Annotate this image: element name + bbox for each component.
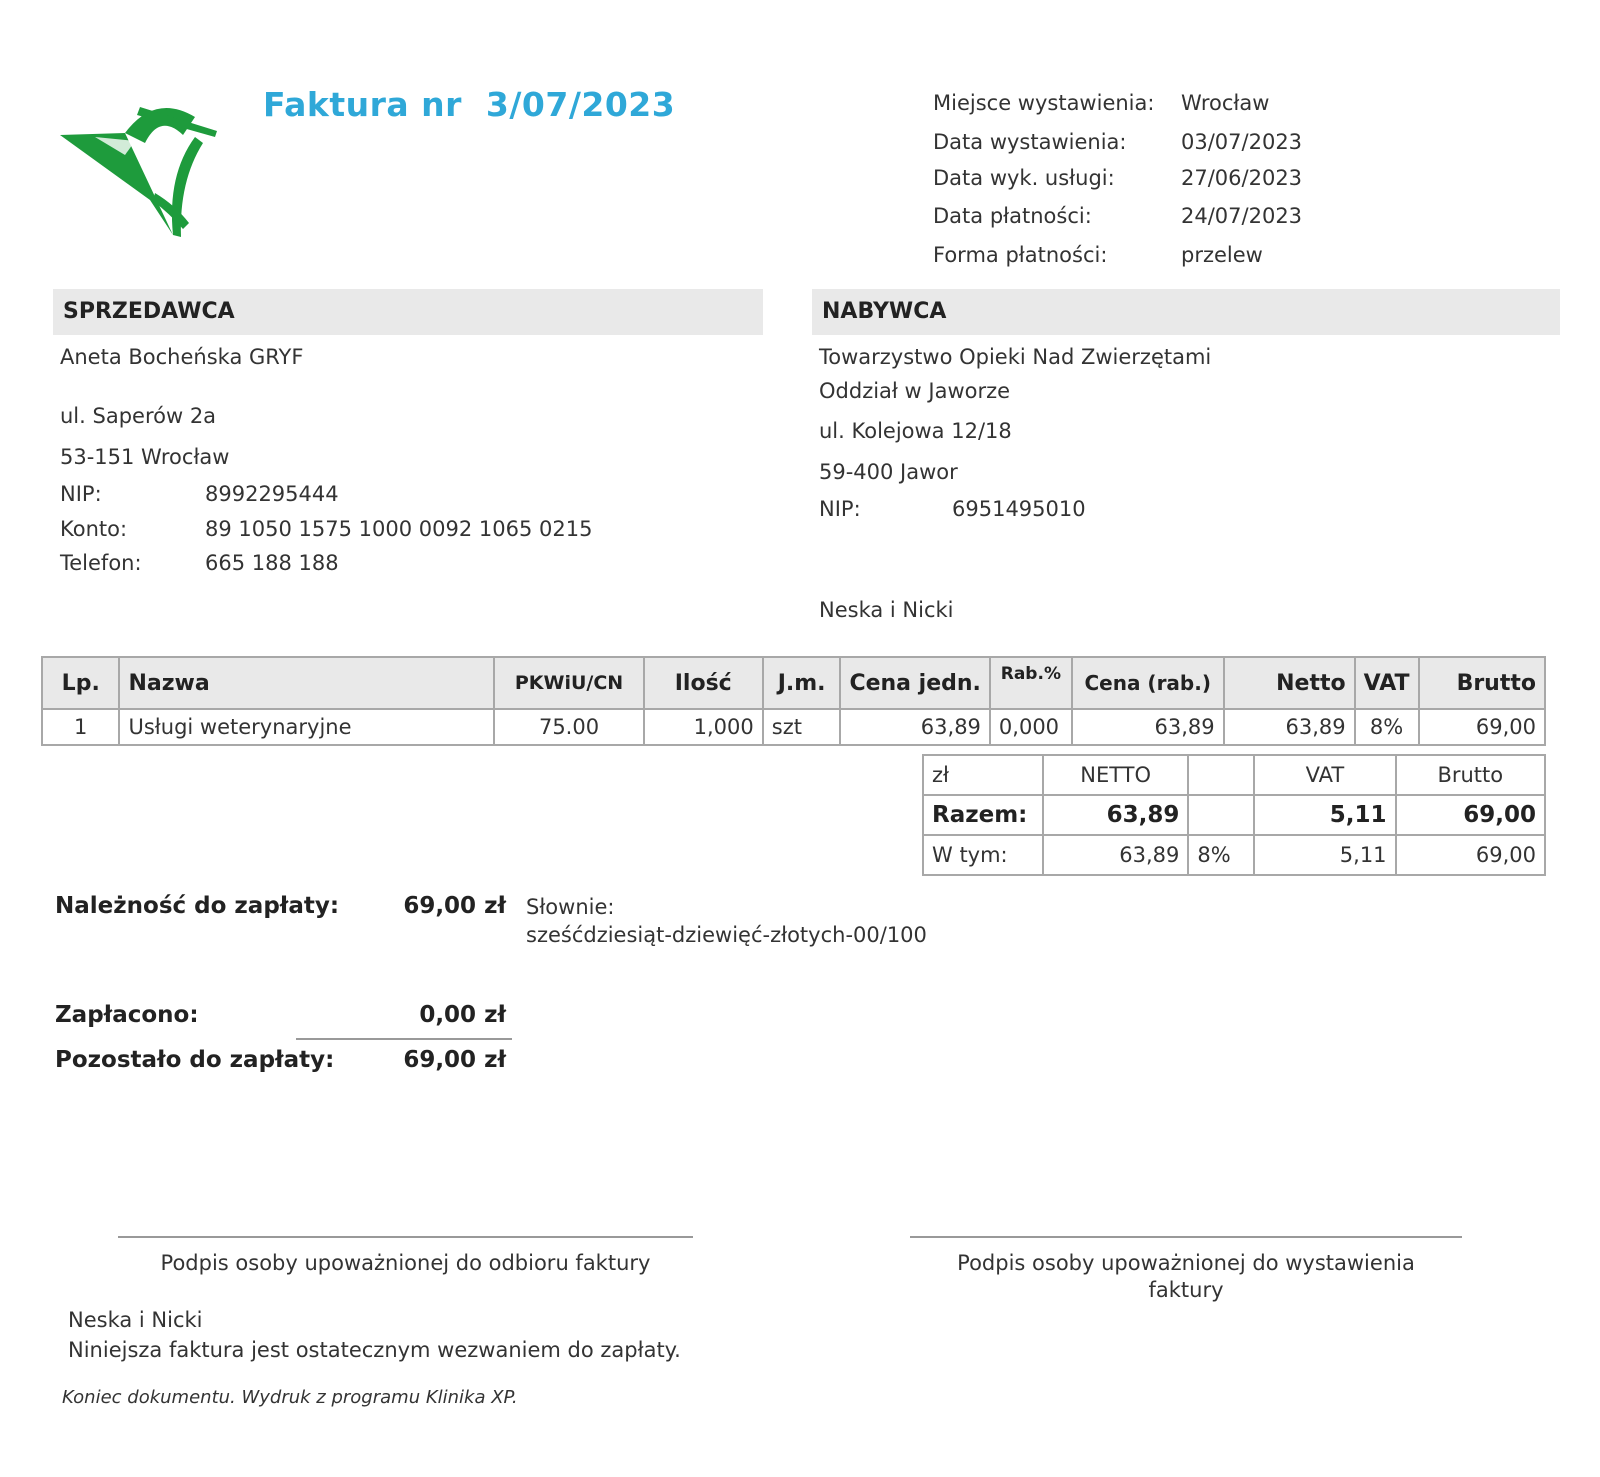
items-header-row (42, 657, 1545, 709)
summary-incl-row (923, 835, 1545, 875)
summary-total-netto: 63,89 (1043, 795, 1188, 835)
amount-in-words: sześćdziesiąt-dziewięć-złotych-00/100 (526, 923, 927, 947)
buyer-name-line1: Towarzystwo Opieki Nad Zwierzętami (819, 345, 1212, 369)
note-line1: Neska i Nicki (68, 1308, 203, 1332)
buyer-name-line2: Oddział w Jaworze (819, 379, 1011, 403)
cell-discount-price: 63,89 (1072, 709, 1224, 745)
meta-value-service-date: 27/06/2023 (1181, 166, 1303, 190)
issuer-signature-line (910, 1236, 1462, 1238)
buyer-nip: 6951495010 (952, 497, 1086, 521)
summary-brutto-label: Brutto (1396, 755, 1545, 795)
col-header-vat: VAT (1355, 657, 1419, 709)
due-label: Należność do zapłaty: (55, 893, 340, 919)
col-header-netto: Netto (1224, 657, 1355, 709)
col-header-unit-price: Cena jedn. (840, 657, 989, 709)
summary-incl-rate: 8% (1188, 835, 1254, 875)
cell-pkwiu: 75.00 (494, 709, 643, 745)
paid-divider (296, 1038, 512, 1040)
buyer-note: Neska i Nicki (819, 598, 954, 622)
cell-discount: 0,000 (990, 709, 1072, 745)
receiver-signature-caption: Podpis osoby upoważnionej do odbioru faktury (160, 1251, 651, 1275)
cell-unit: szt (763, 709, 841, 745)
items-table (41, 656, 1546, 746)
summary-incl-netto: 63,89 (1043, 835, 1188, 875)
paid-amount: 0,00 zł (419, 1002, 506, 1028)
seller-phone-label: Telefon: (60, 551, 142, 575)
seller-nip: 8992295444 (205, 482, 339, 506)
receiver-signature-line (118, 1236, 693, 1238)
meta-value-payment-date: 24/07/2023 (1181, 204, 1303, 228)
cell-brutto: 69,00 (1419, 709, 1545, 745)
summary-currency: zł (923, 755, 1043, 795)
col-header-brutto: Brutto (1419, 657, 1545, 709)
summary-table (922, 754, 1546, 876)
col-header-unit: J.m. (763, 657, 841, 709)
invoice-title: Faktura nr 3/07/2023 (263, 85, 676, 124)
col-header-pkwiu: PKWiU/CN (494, 657, 643, 709)
seller-name: Aneta Bocheńska GRYF (60, 345, 304, 369)
words-label: Słownie: (526, 895, 615, 919)
col-header-qty: Ilość (644, 657, 763, 709)
remaining-amount: 69,00 zł (403, 1047, 506, 1073)
note-line2: Niniejsza faktura jest ostatecznym wezwaniem do zapłaty. (68, 1338, 681, 1362)
meta-value-issue-date: 03/07/2023 (1181, 130, 1303, 154)
meta-label-payment-form: Forma płatności: (933, 243, 1108, 267)
clinic-logo-icon (55, 95, 225, 255)
summary-empty-cell (1188, 795, 1254, 835)
buyer-street: ul. Kolejowa 12/18 (819, 419, 1012, 443)
table-row (42, 709, 1545, 745)
seller-account: 89 1050 1575 1000 0092 1065 0215 (205, 517, 593, 541)
meta-label-issue-date: Data wystawienia: (933, 130, 1127, 154)
paid-label: Zapłacono: (55, 1002, 199, 1028)
cell-lp: 1 (42, 709, 119, 745)
seller-account-label: Konto: (60, 517, 128, 541)
seller-phone: 665 188 188 (205, 551, 339, 575)
document-footer: Koniec dokumentu. Wydruk z programu Klinika XP. (62, 1387, 518, 1408)
col-header-name: Nazwa (119, 657, 494, 709)
cell-unit-price: 63,89 (840, 709, 989, 745)
summary-incl-brutto: 69,00 (1396, 835, 1545, 875)
col-header-discount-price: Cena (rab.) (1072, 657, 1224, 709)
issuer-signature-caption-line1: Podpis osoby upoważnionej do wystawienia (957, 1251, 1415, 1275)
col-header-lp: Lp. (42, 657, 119, 709)
buyer-city: 59-400 Jawor (819, 460, 958, 484)
cell-netto: 63,89 (1224, 709, 1355, 745)
meta-label-place: Miejsce wystawienia: (933, 91, 1155, 115)
seller-city: 53-151 Wrocław (60, 445, 230, 469)
meta-value-place: Wrocław (1181, 91, 1270, 115)
meta-label-service-date: Data wyk. usługi: (933, 166, 1115, 190)
buyer-nip-label: NIP: (819, 497, 861, 521)
due-amount: 69,00 zł (403, 893, 506, 919)
summary-header-row (923, 755, 1545, 795)
seller-street: ul. Saperów 2a (60, 404, 217, 428)
summary-incl-label: W tym: (923, 835, 1043, 875)
remaining-label: Pozostało do zapłaty: (55, 1047, 335, 1073)
col-header-discount: Rab.% (990, 657, 1072, 709)
summary-empty-cell (1188, 755, 1254, 795)
meta-label-payment-date: Data płatności: (933, 204, 1092, 228)
summary-total-row (923, 795, 1545, 835)
cell-vat: 8% (1355, 709, 1419, 745)
seller-nip-label: NIP: (60, 482, 102, 506)
issuer-signature-caption-line2: faktury (1148, 1278, 1224, 1302)
buyer-heading: NABYWCA (812, 289, 1560, 335)
cell-name: Usługi weterynaryjne (119, 709, 494, 745)
summary-total-vat: 5,11 (1254, 795, 1395, 835)
summary-vat-label: VAT (1254, 755, 1395, 795)
cell-qty: 1,000 (644, 709, 763, 745)
summary-incl-vat: 5,11 (1254, 835, 1395, 875)
summary-total-label: Razem: (923, 795, 1043, 835)
summary-netto-label: NETTO (1043, 755, 1188, 795)
summary-total-brutto: 69,00 (1396, 795, 1545, 835)
seller-heading: SPRZEDAWCA (53, 289, 763, 335)
meta-value-payment-form: przelew (1181, 243, 1263, 267)
